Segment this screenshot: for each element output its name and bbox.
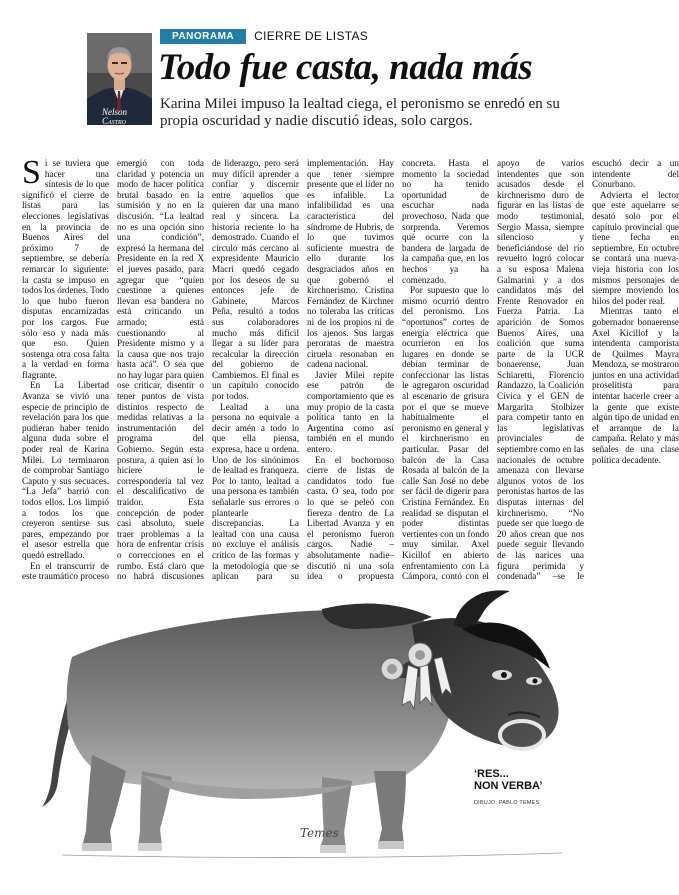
bull-front-leg [374, 771, 406, 845]
illustration-caption [474, 768, 542, 792]
author-byline [102, 108, 127, 126]
artist-signature: Temes [300, 826, 339, 840]
article-paragraph: Si se tuviera que hacer una síntesis de lo que significó el cierre de listas para las elecciones legislativas en la provincia de Buenos Aires del próximo 7 de septiembre, se debería remarcar lo siguiente: la casta se impuso en todos los órdenes. Todo lo que hubo fueron disputas encarnizadas por los cargos. Fue sólo eso y nada más que eso. Quien sostenga otra cosa falta a la verdad en forma flagrante. [22, 154, 109, 380]
section-title: CIERRE DE LISTAS [254, 29, 369, 43]
deck: Karina Milei impuso la lealtad ciega, el peronismo se enredó en su propia oscuridad y nadie discutió ideas, solo cargos. [160, 96, 560, 129]
drop-cap: S [22, 154, 41, 191]
bull-body [67, 610, 452, 792]
illustration-credit: DIBUJO: PABLO TEMES [474, 800, 540, 806]
article-body [22, 154, 679, 583]
section-tag: PANORAMA [160, 29, 246, 44]
article-paragraph: En el transcurrir de este traumático proceso emergió con toda claridad y potencia un modo de hacer política brutal basado en la sumisión y no en la discusión. “La lealtad no es una opción sino una condición”, expresó la hermana del Presidente en la red X el jueves pasado, para agregar que “quien cuestione a quienes llevan esa bandera no está criticando un armado; está cuestionando al Presidente mismo y a la causa que nos trajo hasta acá”. O sea que no hay lugar para quien ose criticar, disentir o tener puntos de vista distintos respecto de medidas relativas a la instrumentación del programa del Gobierno. Según esta postura, a quien así lo hiciere le correspondería tal vez el descalificativo de traidor. Esta concepción de poder casi absoluto, suele traer problemas a la hora de enfrentar crisis o correcciones en el rumbo. Está claro que no habrá discusiones de liderazgo, pero será muy difícil aprender a confiar y discernir entre aquellos que quieren dar una mano real y sincera. La historia reciente lo ha demostrado. Cuando el círculo más cercano al expresidente Mauricio Macri quedó cegado por los deseos de su entonces jefe de Gabinete, Marcos Peña, resultó a todos sus colaboradores mucho más difícil llegar a su líder para recalcular la dirección del gobierno de Cambiemos. El final es un capítulo conocido por todos. [22, 158, 299, 582]
article-paragraph: Mientras tanto el gobernador bonaerense Axel Kicillof y la intendenta camporista de Quilmes Mayra Mendoza, se mostraron juntos en una actividad proselitista para intentar hacerle creer a la gente que existe algún tipo de unidad en el arranque de la campaña. Relato y más señales de una clase política decadente. [592, 306, 679, 465]
bull-illustration [22, 585, 582, 865]
section-kicker [160, 28, 368, 44]
author-last-name: Castro [102, 116, 127, 126]
author-first-name: Nelson [102, 107, 128, 117]
caption-line-1: ‘RES... [474, 768, 509, 780]
article-paragraph: Javier Milei repite ese patrón de comportamiento que es muy propio de la casta política tanto en la Argentina como así también en el mundo entero. [307, 369, 394, 455]
article-paragraph: En el bochornoso cierre de listas de candidatos todo fue casta. O sea, todo por lo que se peleó con fiereza dentro de La Libertad Avanza y en el peronismo fueron cargos. Nadie –absolutamente nadie– discutió ni una sola idea o propuesta concreta. Hasta el momento la sociedad no ha tenido oportunidad de escuchar nada provechoso. Nada que sorprenda. Veremos qué ocurre con la bandera de largada de la campaña que, en los hechos ya ha comenzado. [307, 158, 489, 582]
article-paragraph: Por supuesto que lo mismo ocurrió dentro del peronismo. Los “oportunos” cortes de energía eléctrica que ocurrieron en los lugares en donde se debían terminar de confeccionar las listas le agregaron oscuridad al escenario de grisura por el que se mueve habitualmente el peronismo en general y el kirchnerismo en particular. Pasar del balcón de la Casa Rosada al balcón de la calle San José no debe ser fácil de digerir para Cristina Fernández. En realidad se disputan el poder distintas vertientes con un fondo muy similar. Axel Kicillof en abierto enfrentamiento con La Cámpora, contó con el apoyo de varios intendentes que son acusados desde el kirchnerismo duro de figurar en las listas de modo testimonial, Sergio Massa, siempre silencioso y beneficiándose del río revuelto logró colocar a su esposa Malena Galmarini y a dos candidatos más del Frente Renovador en Fuerza Patria. La aparición de Somos Buenos Aires, una coalición que suma parte de la UCR bonaerense, Juan Schiaretti, Florencio Randazzo, la Coalición Cívica y el GEN de Margarita Stolbizer para competir tanto en las legislativas provinciales de septiembre como en las nacionales de octubre amenaza con llevarse algunos votos de los peronistas hartos de las disputas internas del kirchnerismo. “No puede ser que luego de 20 años crean que nos puede seguir llevando de las narices una figura perimida y condenada” –se le escuchó decir a un intendente del Conurbano. [402, 158, 679, 582]
caption-line-2: NON VERBA’ [474, 780, 543, 792]
bull-back-leg [82, 755, 126, 847]
article-paragraph: Lealtad a una persona no equivale a decir amén a todo lo que ella piensa, expresa, hace u ordena. Uno de los sinónimos de lealtad es franqueza. Por lo tanto, lealtad a una persona es también señalarle sus errores o plantearle discrepancias. La lealtad con una causa no excluye el análisis crítico de las formas y la metodología que se aplican para su implementación. Hay que tener siempre presente que el líder no es infalible. La infalibilidad es una característica del síndrome de Hubris, de lo que tuvimos suficiente muestra de ello durante los desgraciados años en que gobernó el kirchnerismo. Cristina Fernández de Kirchner no toleraba las críticas ni de los propios ni de los ajenos. Sus largas peroratas de maestra ciruela resonaban en cadena nacional. [212, 158, 394, 582]
headline: Todo fue casta, nada más [158, 47, 533, 88]
article-paragraph: Advierta el lector que este aquelarre se desató solo por el capítulo provincial que tiene fecha en septiembre. En octubre se contará una nueva-vieja historia con los mismos personajes de siempre moviendo los hilos del poder real. [592, 189, 679, 306]
bull-drawing [22, 585, 582, 865]
article-paragraph: En La Libertad Avanza se vivió una especie de principio de revelación para los que pudieran haber tenido alguna duda sobre el poder real de Karina Milei. Lo terminaron de comprobar Santiago Caputo y sus secuaces. “La Jefa” barrió con todos ellos. Los limpió a todos los que creyeron sentirse sus pares, empezando por el asesor estrella que quedó estrellado. [22, 380, 109, 560]
